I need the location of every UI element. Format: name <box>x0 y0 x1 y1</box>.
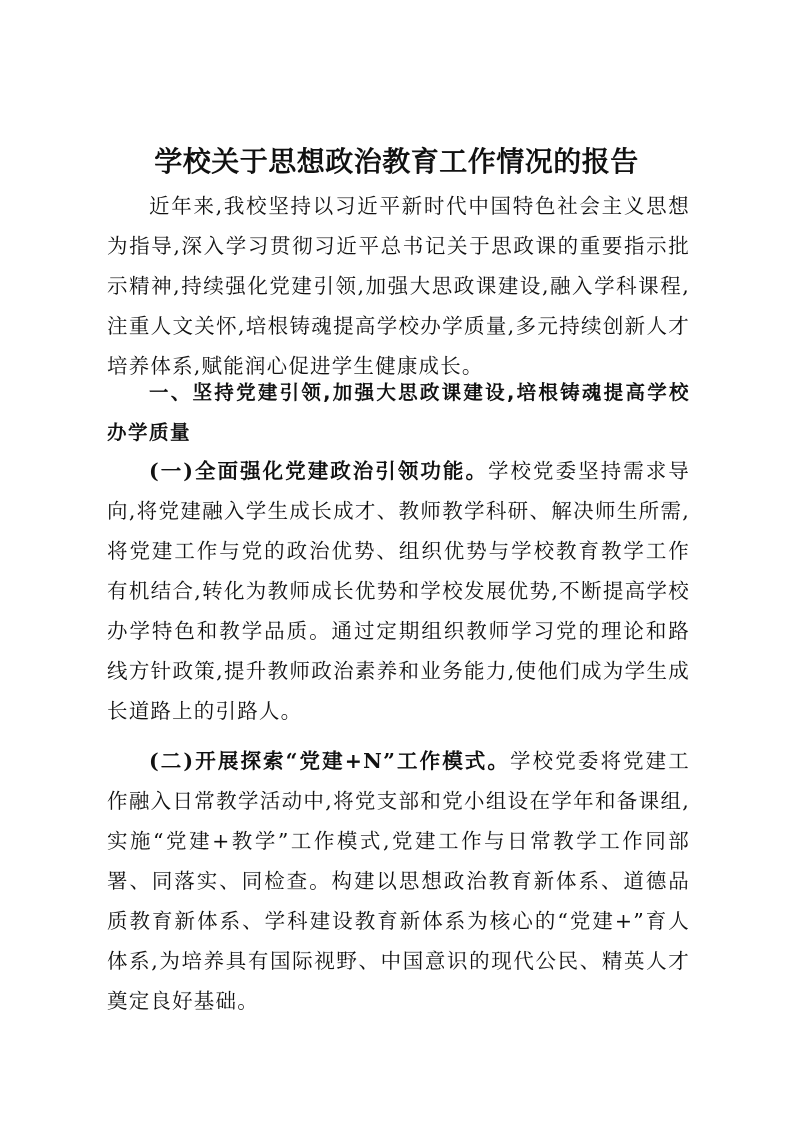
subsection-1-paragraph <box>107 451 690 731</box>
intro-paragraph: 近年来,我校坚持以习近平新时代中国特色社会主义思想为指导,深入学习贯彻习近平总书记关于思政课的重要指示批示精神,持续强化党建引领,加强大思政课建设,融入学科课程,注重人文关怀,培根铸魂提高学校办学质量,多元持续创新人才培养体系,赋能润心促进学生健康成长。 <box>107 194 690 378</box>
subsection-2-lead: (二)开展探索“党建+N”工作模式。 <box>149 749 511 773</box>
subsection-1-body: 学校党委坚持需求导向,将党建融入学生成长成才、教师教学科研、解决师生所需,将党建工作与党的政治优势、组织优势与学校教育教学工作有机结合,转化为教师成长优势和学校发展优势,不断提高学校办学特色和教学品质。通过定期组织教师学习党的理论和路线方针政策,提升教师政治素养和业务能力,使他们成为学生成长道路上的引路人。 <box>107 459 690 723</box>
subsection-2-paragraph <box>107 741 690 1021</box>
document-title: 学校关于思想政治教育工作情况的报告 <box>154 145 639 178</box>
subsection-1-lead: (一)全面强化党建政治引领功能。 <box>149 459 488 483</box>
section-heading-1: 一、坚持党建引领,加强大思政课建设,培根铸魂提高学校办学质量 <box>107 381 690 444</box>
subsection-2-body: 学校党委将党建工作融入日常教学活动中,将党支部和党小组设在学年和备课组,实施“党建+教学”工作模式,党建工作与日常教学工作同部署、同落实、同检查。构建以思想政治教育新体系、道德品质教育新体系、学科建设教育新体系为核心的“党建+”育人体系,为培养具有国际视野、中国意识的现代公民、精英人才奠定良好基础。 <box>107 749 690 1013</box>
